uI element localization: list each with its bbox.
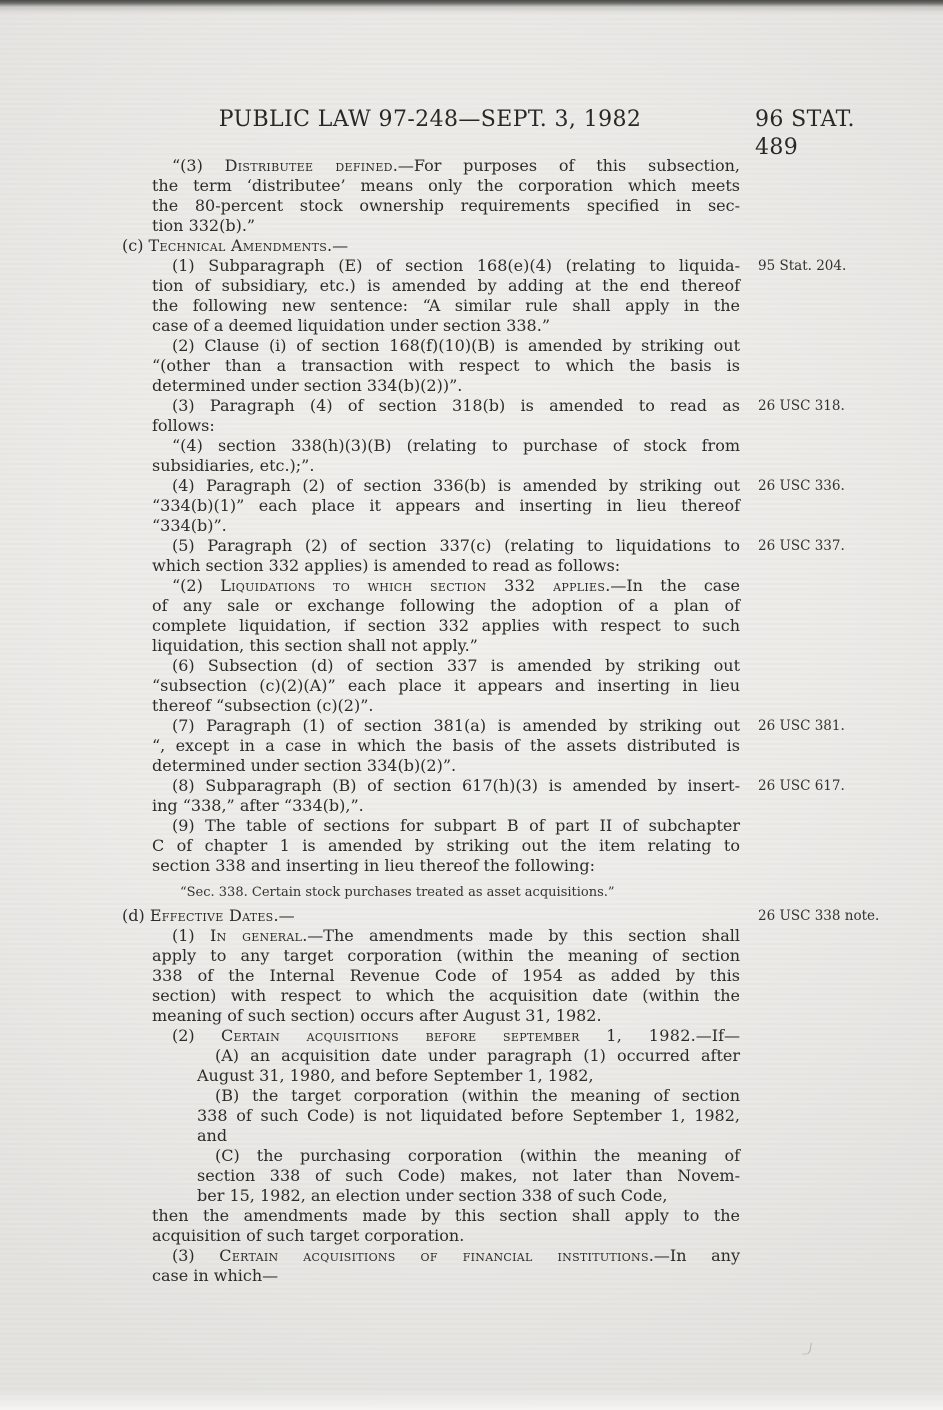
text-line <box>122 456 740 476</box>
text-segment: determined under section 334(b)(2)”. <box>152 756 457 775</box>
text-segment: subsidiaries, etc.);”. <box>152 456 315 475</box>
text-segment: section 338 and inserting in lieu thereof the following: <box>152 856 595 875</box>
text-line <box>122 316 740 336</box>
text-line <box>122 176 740 196</box>
text-segment: (7) Paragraph (1) of section 381(a) is amended by striking out <box>172 716 740 735</box>
text-line <box>122 816 740 836</box>
text-line <box>122 596 740 616</box>
text-line <box>122 1006 740 1026</box>
text-segment: (c) <box>122 236 149 255</box>
text-line <box>122 1146 740 1166</box>
text-line <box>122 336 740 356</box>
text-line <box>122 676 740 696</box>
text-segment: section 338 of such Code) makes, not later than Novem- <box>197 1166 740 1185</box>
text-segment: of any sale or exchange following the adoption of a plan of <box>152 596 740 615</box>
text-segment: “(4) section 338(h)(3)(B) (relating to purchase of stock from <box>172 436 740 455</box>
text-segment: the following new sentence: “A similar rule shall apply in the <box>152 296 740 315</box>
page-header-stat-number: 96 STAT. 489 <box>755 107 855 160</box>
text-line <box>122 1046 740 1066</box>
text-line <box>122 636 740 656</box>
text-segment: (6) Subsection (d) of section 337 is amended by striking out <box>172 656 740 675</box>
text-line <box>122 926 740 946</box>
text-segment: determined under section 334(b)(2))”. <box>152 376 463 395</box>
text-line <box>122 885 740 901</box>
text-segment: C of chapter 1 is amended by striking out the item relating to <box>152 836 740 855</box>
text-segment: (5) Paragraph (2) of section 337(c) (relating to liquidations to <box>172 536 740 555</box>
margin-note: 26 USC 318. <box>758 398 845 414</box>
text-segment: (A) an acquisition date under paragraph (1) occurred after <box>215 1046 740 1065</box>
body-column <box>122 156 902 1286</box>
text-segment: acquisition of such target corporation. <box>152 1226 465 1245</box>
text-segment: ing “338,” after “334(b),”. <box>152 796 364 815</box>
margin-note: 26 USC 617. <box>758 778 845 794</box>
text-segment: “Sec. 338. Certain stock purchases treated as asset acquisitions.” <box>180 885 615 900</box>
text-segment: .—The amendments made by this section shall <box>302 926 740 945</box>
text-line <box>122 1066 740 1086</box>
text-line <box>122 236 740 256</box>
text-segment: (2) <box>172 1026 221 1045</box>
text-segment: “(other than a transaction with respect to which the basis is <box>152 356 740 375</box>
small-caps-heading: Liquidations to which section 332 applies <box>220 576 606 595</box>
scan-edge-band <box>0 0 943 14</box>
text-line <box>122 416 740 436</box>
text-line <box>122 946 740 966</box>
text-line <box>122 476 845 496</box>
text-segment: liquidation, this section shall not apply.” <box>152 636 478 655</box>
text-segment: .— <box>327 236 349 255</box>
text-line <box>122 1166 740 1186</box>
text-segment: section) with respect to which the acquisition date (within the <box>152 986 740 1005</box>
text-segment: “334(b)(1)” each place it appears and inserting in lieu thereof <box>152 496 740 515</box>
text-line <box>122 966 740 986</box>
text-line <box>122 536 845 556</box>
text-segment: .—For purposes of this subsection, <box>392 156 740 175</box>
text-line <box>122 776 845 796</box>
small-caps-heading: In general <box>209 926 303 945</box>
text-segment: complete liquidation, if section 332 applies with respect to such <box>152 616 740 635</box>
text-segment: 338 of such Code) is not liquidated before September 1, 1982, <box>197 1106 740 1125</box>
margin-note: 95 Stat. 204. <box>758 258 847 274</box>
text-line <box>122 1186 740 1206</box>
small-caps-heading: Distributee defined <box>224 156 393 175</box>
text-line <box>122 836 740 856</box>
text-segment: .—If— <box>690 1026 740 1045</box>
margin-note: 26 USC 337. <box>758 538 845 554</box>
text-segment: 338 of the Internal Revenue Code of 1954 as added by this <box>152 966 740 985</box>
text-line <box>122 1126 740 1146</box>
text-segment: ber 15, 1982, an election under section 338 of such Code, <box>197 1186 668 1205</box>
text-segment: “subsection (c)(2)(A)” each place it appears and inserting in lieu <box>152 676 740 695</box>
scan-bottom-fade <box>0 1390 943 1410</box>
margin-note: 26 USC 338 note. <box>758 908 880 924</box>
text-segment: (3) <box>172 1246 220 1265</box>
small-caps-heading: Certain acquisitions before september 1, 1982 <box>220 1026 691 1045</box>
text-line <box>122 906 880 926</box>
text-line <box>122 1246 740 1266</box>
text-line <box>122 216 740 236</box>
text-segment: “(2) <box>172 576 221 595</box>
text-segment: .—In the case <box>605 576 741 595</box>
text-segment: thereof “subsection (c)(2)”. <box>152 696 374 715</box>
text-segment: tion of subsidiary, etc.) is amended by adding at the end thereof <box>152 276 740 295</box>
text-line <box>122 356 740 376</box>
text-segment: (B) the target corporation (within the meaning of section <box>215 1086 740 1105</box>
text-segment: meaning of such section) occurs after August 31, 1982. <box>152 1006 602 1025</box>
text-line <box>122 736 740 756</box>
text-segment: (2) Clause (i) of section 168(f)(10)(B) is amended by striking out <box>172 336 740 355</box>
text-segment: tion 332(b).” <box>152 216 256 235</box>
text-segment: the term ‘distributee’ means only the corporation which meets <box>152 176 740 195</box>
text-segment: case in which— <box>152 1266 279 1285</box>
text-segment: .— <box>273 906 295 925</box>
text-segment: (1) Subparagraph (E) of section 168(e)(4) (relating to liquida- <box>172 256 740 275</box>
text-line <box>122 986 740 1006</box>
text-line <box>122 616 740 636</box>
text-line <box>122 556 740 576</box>
text-segment: (9) The table of sections for subpart B of part II of subchapter <box>172 816 740 835</box>
text-line <box>122 376 740 396</box>
text-line <box>122 296 740 316</box>
text-line <box>122 196 740 216</box>
text-segment: .—In any <box>648 1246 740 1265</box>
text-line <box>122 396 845 416</box>
text-segment: “(3) <box>172 156 225 175</box>
small-caps-heading: Effective Dates <box>149 906 274 925</box>
text-segment: and <box>197 1126 228 1145</box>
text-segment: (3) Paragraph (4) of section 318(b) is amended to read as <box>172 396 740 415</box>
text-segment: August 31, 1980, and before September 1, 1982, <box>197 1066 594 1085</box>
text-line <box>122 576 740 596</box>
text-line <box>122 496 740 516</box>
text-segment: case of a deemed liquidation under section 338.” <box>152 316 550 335</box>
text-segment: (4) Paragraph (2) of section 336(b) is amended by striking out <box>172 476 740 495</box>
text-line <box>122 1226 740 1246</box>
text-line <box>122 656 740 676</box>
text-segment: which section 332 applies) is amended to read as follows: <box>152 556 621 575</box>
text-segment: “334(b)”. <box>152 516 227 535</box>
text-line <box>122 516 740 536</box>
text-segment: the 80-percent stock ownership requirements specified in sec- <box>152 196 740 215</box>
margin-note: 26 USC 336. <box>758 478 845 494</box>
text-line <box>122 716 845 736</box>
text-segment: then the amendments made by this section shall apply to the <box>152 1206 740 1225</box>
text-segment: (C) the purchasing corporation (within the meaning of <box>215 1146 740 1165</box>
text-line <box>122 756 740 776</box>
text-line <box>122 796 740 816</box>
text-line <box>122 1086 740 1106</box>
small-caps-heading: Certain acquisitions of financial institutions <box>219 1246 649 1265</box>
text-line <box>122 1266 740 1286</box>
text-segment: apply to any target corporation (within the meaning of section <box>152 946 740 965</box>
text-segment: (8) Subparagraph (B) of section 617(h)(3) is amended by insert- <box>172 776 740 795</box>
text-segment: (1) <box>172 926 210 945</box>
text-segment: follows: <box>152 416 215 435</box>
text-segment: (d) <box>122 906 150 925</box>
page-header-title: PUBLIC LAW 97-248—SEPT. 3, 1982 <box>218 107 642 132</box>
text-line <box>122 856 740 876</box>
margin-note: 26 USC 381. <box>758 718 845 734</box>
stray-pen-mark <box>802 1342 812 1356</box>
text-line <box>122 1026 740 1046</box>
text-line <box>122 276 740 296</box>
text-line <box>122 1206 740 1226</box>
text-line <box>122 436 740 456</box>
text-line <box>122 696 740 716</box>
small-caps-heading: Technical Amendments <box>148 236 328 255</box>
text-line <box>122 156 740 176</box>
text-segment: “, except in a case in which the basis of the assets distributed is <box>152 736 740 755</box>
text-line <box>122 1106 740 1126</box>
text-line <box>122 256 847 276</box>
